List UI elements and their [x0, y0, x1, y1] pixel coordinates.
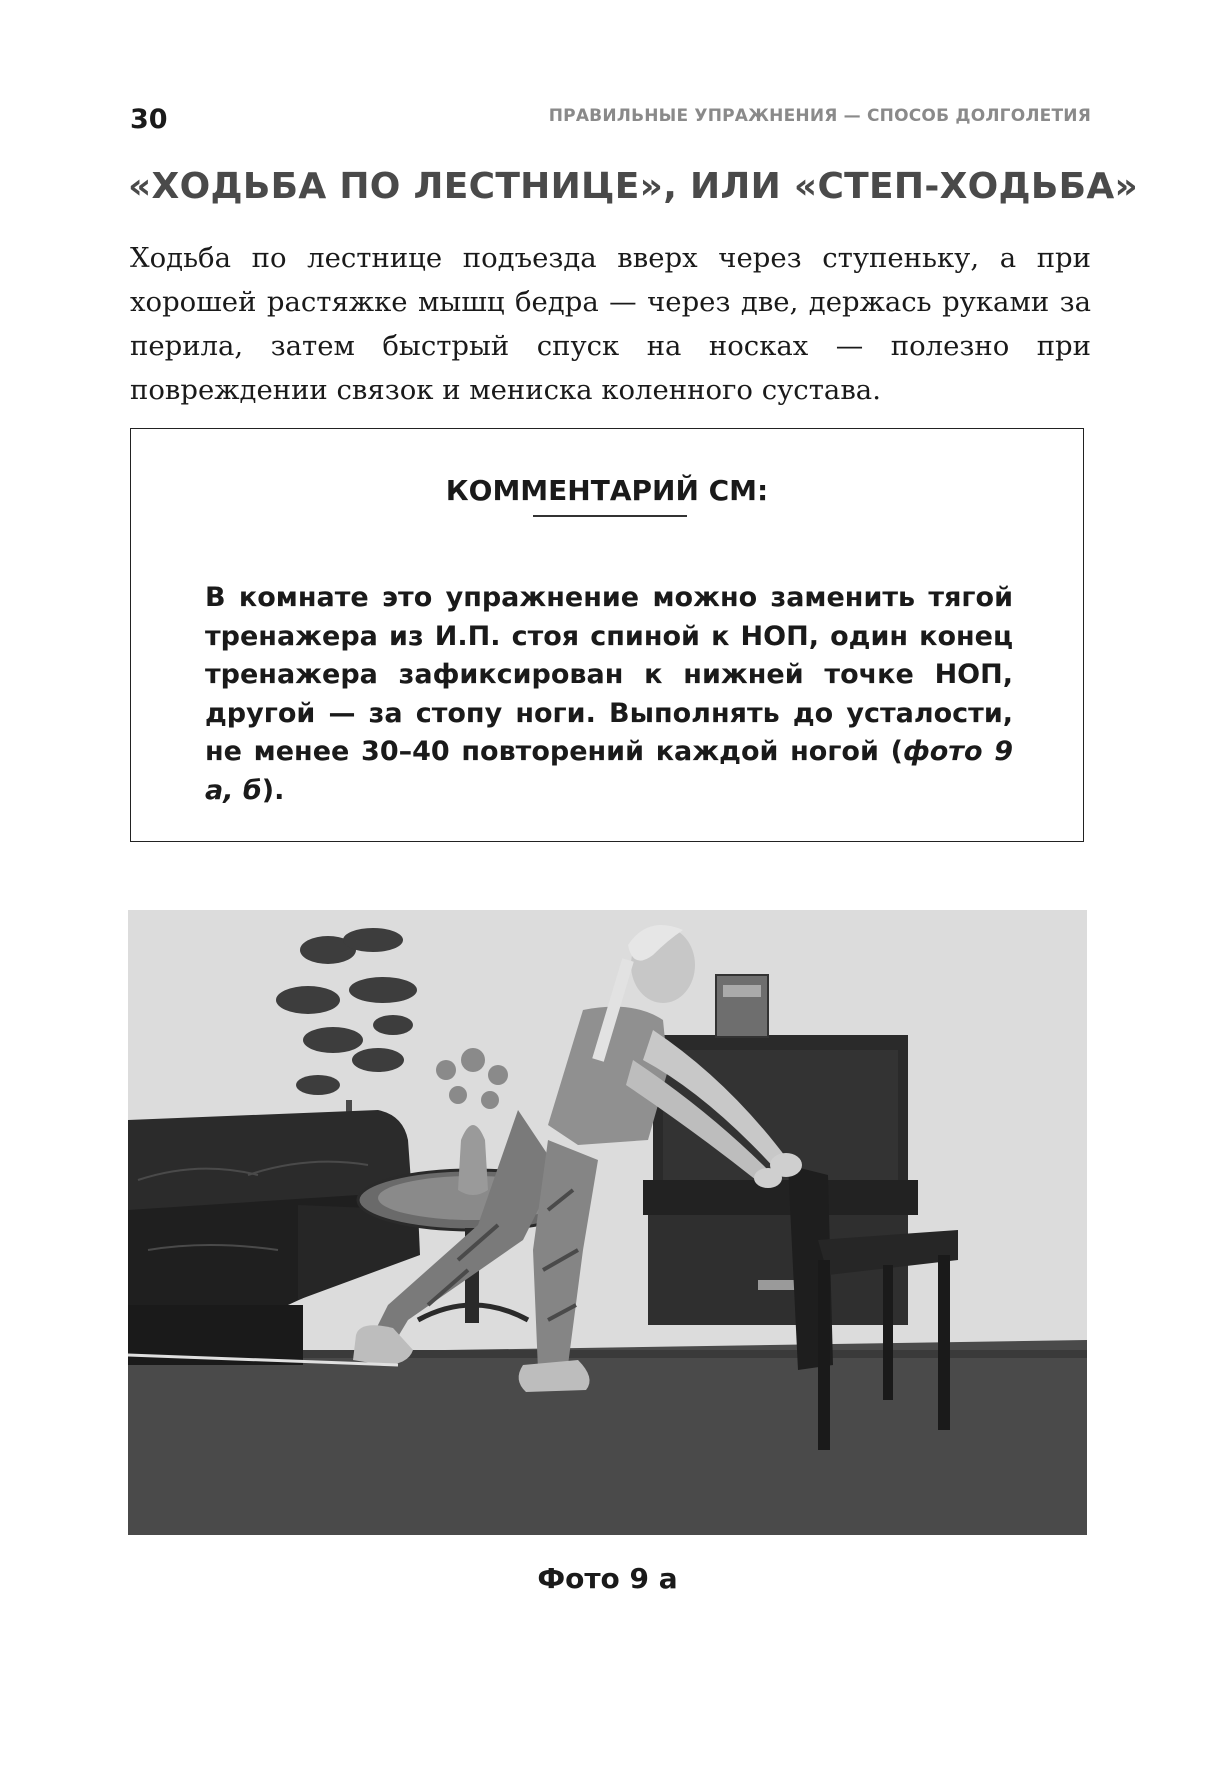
comment-box: [130, 428, 1084, 842]
comment-divider: [533, 515, 687, 517]
comment-text-end: ).: [261, 774, 285, 806]
photo-reference: фото 9 а, б: [205, 736, 1013, 806]
section-title: «ХОДЬБА ПО ЛЕСТНИЦЕ», ИЛИ «СТЕП-ХОДЬБА»: [128, 166, 1139, 207]
comment-text-main: В комнате это упражнение можно заменить тягой тренажера из И.П. стоя спиной к НОП, один конец тренажера зафиксирован к нижней точке НОП, другой — за стопу ноги. Выполнять до усталости, не менее 30–40 повторений каждой ногой (: [205, 582, 1013, 767]
photo-caption: Фото 9 а: [537, 1562, 678, 1595]
page-number: 30: [130, 104, 168, 135]
running-head: ПРАВИЛЬНЫЕ УПРАЖНЕНИЯ — СПОСОБ ДОЛГОЛЕТИЯ: [548, 106, 1091, 126]
comment-title: КОММЕНТАРИЙ СМ:: [445, 474, 769, 507]
comment-text: [205, 579, 1013, 810]
body-paragraph: Ходьба по лестнице подъезда вверх через ступеньку, а при хорошей растяжке мышц бедра — через две, держась руками за перила, затем быстрый спуск на носках — полезно при повреждении связок и мениска коленного сустава.: [130, 242, 1091, 406]
exercise-photo: [128, 910, 1087, 1535]
